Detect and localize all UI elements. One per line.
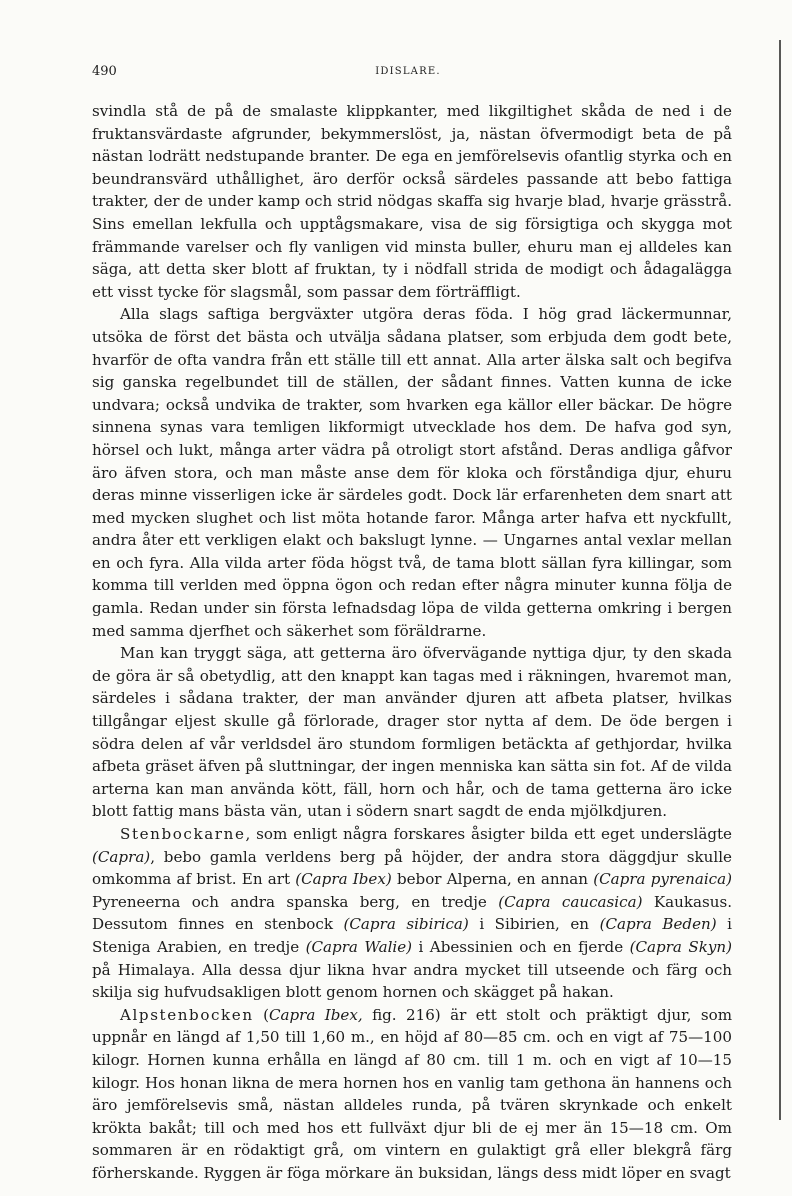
species-name: (Capra sibirica) [343,915,469,934]
paragraph-1: svindla stå de på de smalaste klippkanter, med likgiltighet skåda de ned i de fruktansvärdaste afgrunder, bekymmerslöst, ja, nästan öfvermodigt beta de på nästan lodrätt nedstupande branter. De ega en jemförelsevis ofantlig styrka och en beundransvärd uthållighet, äro derför också särdeles passande att bebo fattiga trakter, der de under kamp och strid nödgas skaffa sig hvarje blad, hvarje grässtrå. Sins emellan lekfulla och upptågsmakare, visa de sig försigtiga och skygga mot främmande varelser och fly vanligen vid minsta buller, ehuru man ej alldeles kan säga, att detta sker blott af fruktan, ty i nödfall strida de modigt och ådagalägga ett visst tycke för slagsmål, som passar dem förträffligt. [92,102,732,301]
species-name: (Capra) [92,847,151,866]
species-name: (Capra Walie) [305,937,413,956]
page-header [92,64,724,84]
paragraph-3: Man kan tryggt säga, att getterna äro öfvervägande nyttiga djur, ty den skada de göra är så obetydlig, att den knappt kan tagas med i räkningen, hvaremot man, särdeles i sådana trakter, der man använder djuren att afbeta platser, hvilkas tillgångar eljest skulle gå förlorade, drager stor nytta af dem. De öde bergen i södra delen af vår verldsdel äro stundom formligen betäckta af gethjordar, hvilka afbeta gräset äfven på sluttningar, der ingen menniska kan sätta sin fot. Af de vilda arterna kan man använda kött, fäll, horn och hår, och de tama getterna äro icke blott fattig mans bästa vän, utan i södern snart sagdt de enda mjölkdjuren. [92,644,732,821]
running-title: IDISLARE. [375,66,441,77]
species-name: (Capra Ibex) [295,870,392,889]
body-text [92,100,732,1185]
term-alpstenbocken: Alpstenbocken [120,1005,254,1024]
term-stenbockarne: Stenbockarne [120,825,246,843]
paragraph-2: Alla slags saftiga bergväxter utgöra deras föda. I hög grad läckermunnar, utsöka de först det bästa och utvälja sådana platser, som erbjuda dem godt bete, hvarför de ofta vandra från ett ställe till ett annat. Alla arter älska salt och begifva sig ganska regelbundet till de ställen, der sådant finnes. Vatten kunna de icke undvara; också undvika de trakter, som hvarken ega källor eller bäckar. De högre sinnena synas vara temligen likformigt utvecklade hos dem. De hafva god syn, hörsel och lukt, många arter vädra på otroligt stort afstånd. Deras andliga gåfvor äro äfven stora, och man måste anse dem för kloka och förståndiga djur, ehuru deras minne visserligen icke är särdeles godt. Dock lär erfarenheten dem snart att med mycken slughet och list möta hotande faror. Många arter hafva ett nyckfullt, andra åter ett verkligen elakt och bakslugt lynne. — Ungarnes antal vexlar mellan en och fyra. Alla vilda arter föda högst två, de tama blott sällan fyra killingar, som komma till verlden med öppna ögon och redan efter några minuter kunna följa de gamla. Redan under sin första lefnadsdag löpa de vilda getterna omkring i bergen med samma djerfhet och säkerhet som föräldrarne. [92,305,732,640]
paragraph-4: Stenbockarne, som enligt några forskares åsigter bilda ett eget underslägte (Capra), bebo gamla verldens berg på höjder, der andra stora däggdjur skulle omkomma af brist. En art (Capra Ibex) bebor Alperna, en annan (Capra pyrenaica) Pyreneerna och andra spanska berg, en tredje (Capra caucasica) Kaukasus. Dessutom finnes en stenbock (Capra sibirica) i Sibirien, en (Capra Beden) i Steniga Arabien, en tredje (Capra Walie) i Abessinien och en fjerde (Capra Skyn) på Himalaya. Alla dessa djur likna hvar andra mycket till utseende och färg och skilja sig hufvudsakligen blott genom hornen och skägget på hakan. [92,825,732,1002]
scan-edge-line [779,40,781,1120]
species-name: (Capra caucasica) [498,892,643,911]
paragraph-5: Alpstenbocken (Capra Ibex, fig. 216) är ett stolt och präktigt djur, som uppnår en längd af 1,50 till 1,60 m., en höjd af 80—85 cm. och en vigt af 75—100 kilogr. Hornen kunna erhålla en längd af 80 cm. till 1 m. och en vigt af 10—15 kilogr. Hos honan likna de mera hornen hos en vanlig tam gethona än hannens och äro jemförelsevis små, nästan alldeles runda, på tvären skrynkade och enkelt krökta bakåt; till och med hos ett fullväxt djur bli de ej mer än 15—18 cm. Om sommaren är en rödaktigt grå, om vintern en gulaktigt grå eller blekgrå färg förherskande. Ryggen är föga mörkare än buksidan, längs dess midt löper en svagt [92,1005,733,1182]
species-name: (Capra pyrenaica) [593,870,732,889]
species-name: Capra Ibex, [268,1005,363,1024]
species-name: (Capra Beden) [599,915,717,934]
page-number: 490 [92,64,117,79]
species-name: (Capra Skyn) [629,937,732,956]
